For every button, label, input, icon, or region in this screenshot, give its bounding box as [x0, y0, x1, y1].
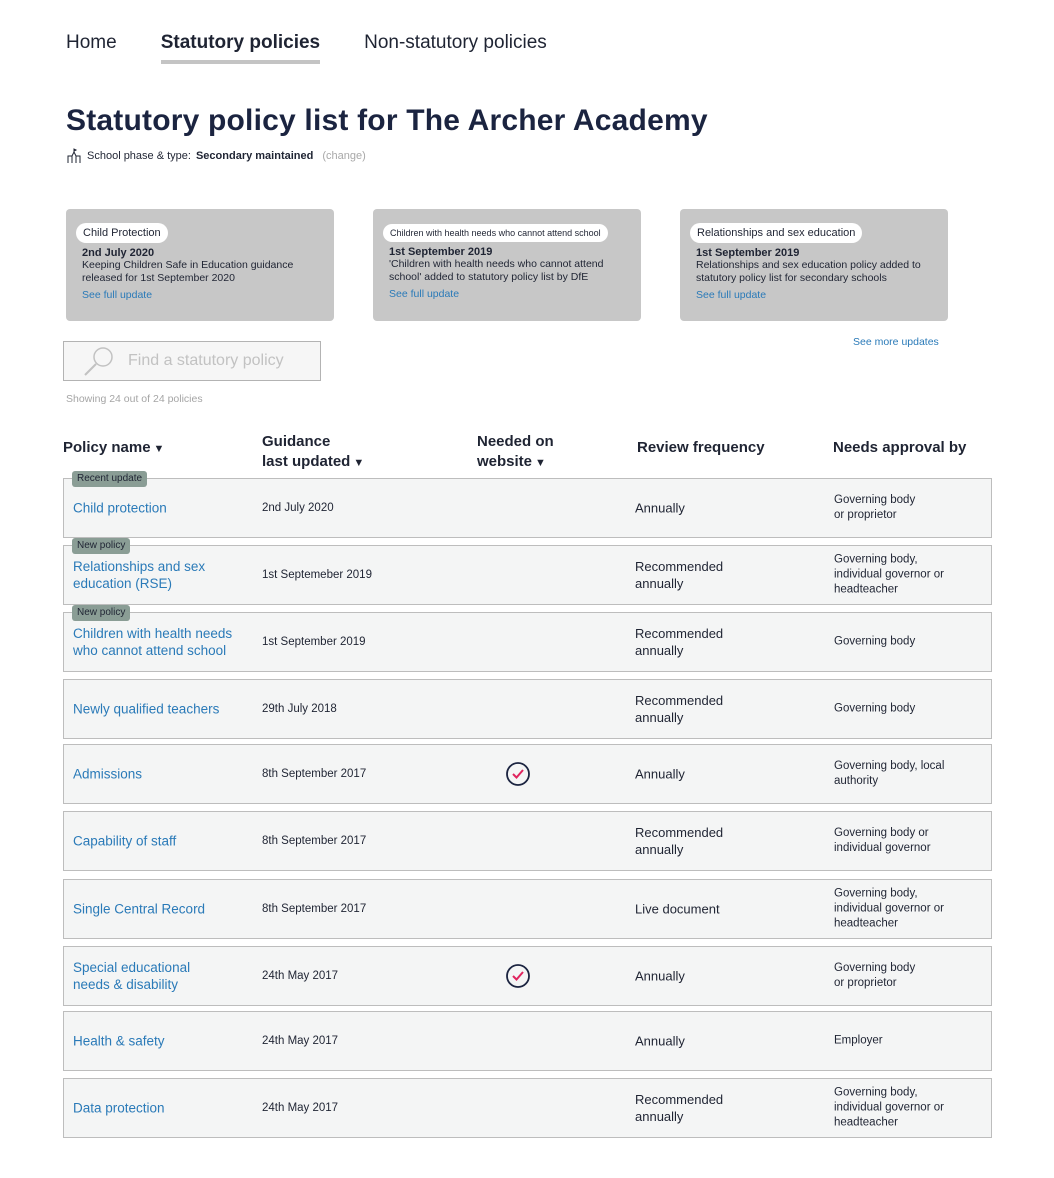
sort-arrow-icon: ▼ [353, 457, 365, 469]
policy-search [63, 341, 321, 381]
approval-by: Governing body or proprietor [834, 962, 916, 989]
column-header-guidance[interactable] [262, 432, 364, 473]
update-text: 'Children with health needs who cannot attend school' added to statutory policy list by DfE [389, 258, 604, 283]
approval-by: Governing body or individual governor [834, 827, 931, 854]
review-frequency: Live document [635, 901, 720, 917]
approval-by: Employer [834, 1034, 883, 1047]
guidance-date: 24th May 2017 [262, 1102, 339, 1114]
guidance-date: 8th September 2017 [262, 903, 367, 915]
nav-non-statutory-policies[interactable]: Non-statutory policies [364, 32, 547, 53]
approval-by: Governing body, individual governor or headteacher [834, 887, 944, 930]
table-row [63, 879, 992, 939]
update-tag: Child Protection [76, 223, 168, 243]
phase-label: School phase & type: [87, 150, 191, 162]
status-badge: New policy [72, 538, 130, 554]
guidance-date: 29th July 2018 [262, 703, 337, 715]
table-row [63, 946, 992, 1006]
guidance-date: 8th September 2017 [262, 768, 367, 780]
review-frequency: Recommended annually [635, 1092, 724, 1124]
nav-home[interactable]: Home [66, 32, 117, 53]
column-header-approval: Needs approval by [833, 439, 967, 456]
guidance-date: 24th May 2017 [262, 970, 339, 982]
column-header-website[interactable] [477, 432, 554, 473]
search-input[interactable] [128, 352, 318, 370]
results-count: Showing 24 out of 24 policies [66, 393, 203, 405]
column-header-policy-name[interactable] [63, 438, 164, 459]
review-frequency: Recommended annually [635, 626, 724, 658]
header-label: website [477, 453, 533, 470]
update-card [680, 209, 948, 321]
policy-name-link[interactable]: Capability of staff [73, 833, 177, 849]
table-row [63, 540, 992, 605]
approval-by: Governing body, local authority [834, 760, 945, 787]
policy-name-link[interactable]: Health & safety [73, 1033, 165, 1049]
update-date: 1st September 2019 [696, 247, 800, 259]
approval-by: Governing body, individual governor or headteacher [834, 553, 944, 596]
guidance-date: 8th September 2017 [262, 835, 367, 847]
approval-by: Governing body [834, 635, 916, 648]
policy-name-link[interactable]: Special educational needs & disability [73, 960, 191, 992]
review-frequency: Annually [635, 968, 685, 984]
table-row [63, 679, 992, 739]
policy-name-link[interactable]: Relationships and sex education (RSE) [73, 559, 206, 591]
page-title: Statutory policy list for The Archer Academy [66, 104, 708, 137]
table-row [63, 473, 992, 538]
top-nav [66, 32, 547, 64]
approval-by: Governing body or proprietor [834, 494, 916, 521]
guidance-date: 1st September 2019 [262, 636, 366, 648]
sort-arrow-icon: ▼ [535, 457, 546, 469]
header-label: Policy name [63, 439, 151, 456]
header-label: Needed on [477, 433, 554, 450]
approval-by: Governing body [834, 702, 916, 715]
school-icon [66, 148, 82, 164]
review-frequency: Recommended annually [635, 825, 724, 857]
status-badge: New policy [72, 605, 130, 621]
status-badge: Recent update [72, 471, 147, 487]
table-row [63, 744, 992, 804]
update-text: Keeping Children Safe in Education guidance released for 1st September 2020 [82, 259, 294, 284]
policy-name-link[interactable]: Single Central Record [73, 901, 206, 917]
table-row [63, 607, 992, 672]
update-date: 2nd July 2020 [82, 247, 155, 259]
update-text: Relationships and sex education policy added to statutory policy list for secondary schools [696, 259, 921, 284]
see-full-update-link[interactable]: See full update [389, 288, 460, 300]
column-header-review-frequency: Review frequency [637, 439, 765, 456]
review-frequency: Recommended annually [635, 559, 724, 591]
header-label: last updated [262, 453, 351, 470]
update-date: 1st September 2019 [389, 246, 493, 258]
review-frequency: Recommended annually [635, 693, 724, 725]
update-tag: Relationships and sex education [690, 223, 862, 243]
search-icon [82, 345, 116, 377]
policy-name-link[interactable]: Data protection [73, 1100, 165, 1116]
guidance-date: 2nd July 2020 [262, 502, 334, 514]
approval-by: Governing body, individual governor or headteacher [834, 1086, 944, 1129]
policy-name-link[interactable]: Newly qualified teachers [73, 701, 220, 717]
policy-name-link[interactable]: Child protection [73, 500, 167, 516]
updates-panel [66, 209, 948, 321]
guidance-date: 1st Septemeber 2019 [262, 569, 372, 581]
see-more-updates-link[interactable]: See more updates [853, 336, 939, 348]
phase-value: Secondary maintained [195, 150, 314, 162]
table-row [63, 811, 992, 871]
nav-statutory-policies[interactable]: Statutory policies [161, 32, 320, 64]
review-frequency: Annually [635, 500, 685, 516]
policy-name-link[interactable]: Children with health needs who cannot attend school [73, 626, 233, 658]
guidance-date: 24th May 2017 [262, 1035, 339, 1047]
update-card [66, 209, 334, 321]
review-frequency: Annually [635, 1033, 685, 1049]
check-icon [505, 761, 531, 787]
check-icon [505, 963, 531, 989]
update-tag: Children with health needs who cannot attend school [383, 224, 608, 242]
policy-name-link[interactable]: Admissions [73, 766, 143, 782]
see-full-update-link[interactable]: See full update [82, 289, 153, 301]
header-label: Guidance [262, 433, 331, 450]
change-phase-link[interactable]: (change) [322, 150, 366, 162]
sort-arrow-icon: ▼ [153, 443, 165, 455]
see-full-update-link[interactable]: See full update [696, 289, 767, 301]
update-card [373, 209, 641, 321]
school-phase [66, 148, 366, 164]
table-row [63, 1011, 992, 1071]
table-row [63, 1078, 992, 1138]
review-frequency: Annually [635, 766, 685, 782]
